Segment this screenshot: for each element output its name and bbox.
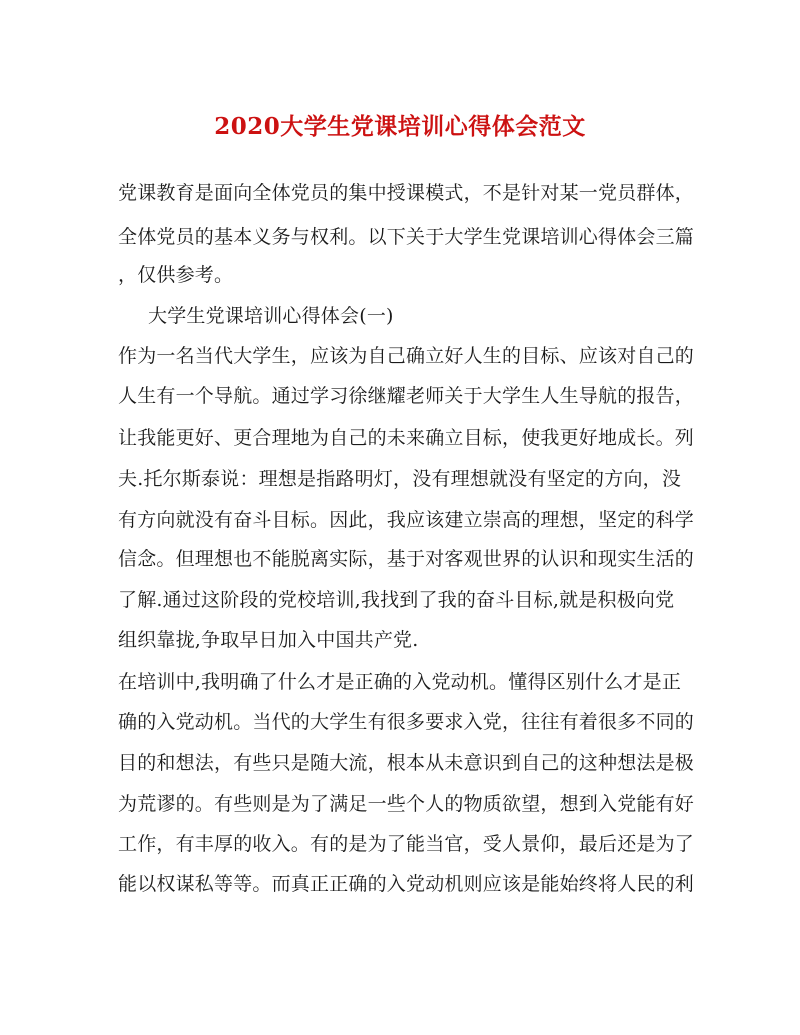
text-line: 为荒谬的。有些则是为了满足一些个人的物质欲望，想到入党能有好: [118, 793, 695, 815]
text-line: 工作，有丰厚的收入。有的是为了能当官，受人景仰，最后还是为了: [118, 833, 695, 855]
text-line: 目的和想法，有些只是随大流，根本从未意识到自己的这种想法是极: [118, 752, 695, 774]
text-line: 信念。但理想也不能脱离实际，基于对客观世界的认识和现实生活的: [118, 548, 695, 570]
document-title: 2020大学生党课培训心得体会范文: [214, 113, 586, 140]
text-line: 夫.托尔斯泰说：理想是指路明灯，没有理想就没有坚定的方向，没: [118, 468, 682, 490]
text-line: ，仅供参考。: [118, 264, 234, 286]
text-line: 人生有一个导航。通过学习徐继耀老师关于大学生人生导航的报告，: [118, 385, 695, 407]
text-line: 党课教育是面向全体党员的集中授课模式，不是针对某一党员群体，: [118, 182, 695, 204]
text-line: 确的入党动机。当代的大学生有很多要求入党，往往有着很多不同的: [118, 711, 695, 733]
section-heading: 大学生党课培训心得体会(一): [148, 305, 394, 327]
text-line: 让我能更好、更合理地为自己的未来确立目标，使我更好地成长。列: [118, 427, 695, 449]
text-line: 能以权谋私等等。而真正正确的入党动机则应该是能始终将人民的利: [118, 873, 695, 895]
text-line: 了解.通过这阶段的党校培训,我找到了我的奋斗目标,就是积极向党: [118, 589, 675, 611]
text-line: 作为一名当代大学生，应该为自己确立好人生的目标、应该对自己的: [118, 345, 695, 367]
text-line: 全体党员的基本义务与权利。以下关于大学生党课培训心得体会三篇: [118, 226, 695, 248]
text-line: 有方向就没有奋斗目标。因此，我应该建立崇高的理想，坚定的科学: [118, 509, 695, 531]
text-line: 组织靠拢,争取早日加入中国共产党.: [118, 629, 419, 651]
text-line: 在培训中,我明确了什么才是正确的入党动机。懂得区别什么才是正: [118, 671, 682, 693]
